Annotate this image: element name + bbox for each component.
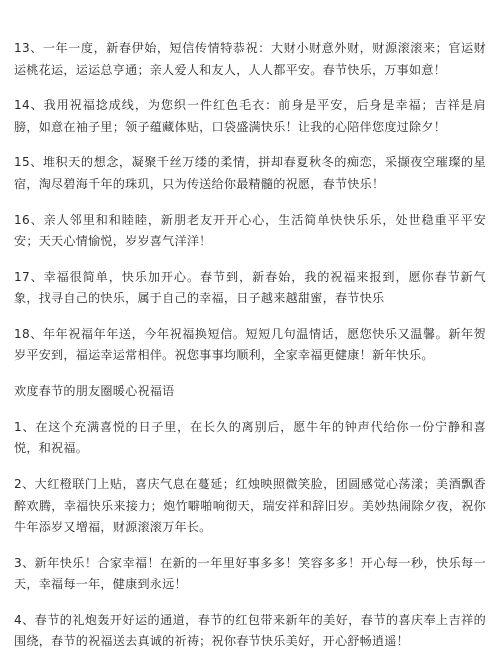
greeting-paragraph-17: 17、幸福很简单，快乐加开心。春节到，新春始，我的祝福来报到，愿你春节新气象，找寻自己的快乐，属于自己的幸福，日子越来越甜蜜，春节快乐 (14, 269, 486, 306)
greeting-paragraph-15: 15、堆积天的想念，凝聚千丝万缕的柔情，拼却春夏秋冬的痴恋，采撷夜空璀璨的星宿，淘尽碧海千年的珠玑，只为传送给你最精髓的祝愿，春节快乐！ (14, 155, 486, 191)
greeting-paragraph-14: 14、我用祝福捻成线，为您织一件红色毛衣：前身是平安，后身是幸福；吉祥是肩膀，如意在袖子里；领子蕴藏体贴，口袋盛满快乐！让我的心陪伴您度过除夕！ (14, 98, 486, 134)
greeting-paragraph-13: 13、一年一度，新春伊始，短信传情特恭祝：大财小财意外财，财源滚滚来；官运财运桃花运，运运总亨通；亲人爱人和友人，人人都平安。春节快乐，万事如意！ (14, 41, 486, 77)
greeting-paragraph-18: 18、年年祝福年年送，今年祝福换短信。短短几句温情话，愿您快乐又温馨。新年贺岁平安到，福运幸运常相伴。祝您事事均顺利，全家幸福更健康！新年快乐。 (14, 326, 486, 363)
section-paragraph-1: 1、在这个充满喜悦的日子里，在长久的离别后，愿牛年的钟声代给你一份宁静和喜悦，和祝福。 (14, 419, 486, 456)
greeting-paragraph-16: 16、亲人邻里和和睦睦，新朋老友开开心心，生活简单快快乐乐，处世稳重平平安安；天天心情愉悦，岁岁喜气洋洋！ (14, 212, 486, 249)
section-heading: 欢度春节的朋友圈暖心祝福语 (14, 384, 175, 399)
section-paragraph-4: 4、春节的礼炮轰开好运的通道，春节的红包带来新年的美好，春节的喜庆奉上吉祥的围绕，春节的祝福送去真诚的祈祷；祝你春节快乐美好，开心舒畅逍遥！ (14, 612, 486, 649)
section-paragraph-2: 2、大红橙联门上贴，喜庆气息在蔓延；红烛映照微笑脸，团圆感觉心荡漾；美酒飘香醉欢腾，幸福快乐来接力；炮竹噼啪响彻天，瑞安祥和辞旧岁。美妙热闹除夕夜，祝你牛年添岁又增福，财源滚滚万年长。 (14, 477, 486, 534)
section-paragraph-3: 3、新年快乐！合家幸福！在新的一年里好事多多！笑容多多！开心每一秒，快乐每一天，幸福每一年，健康到永远！ (14, 555, 486, 592)
